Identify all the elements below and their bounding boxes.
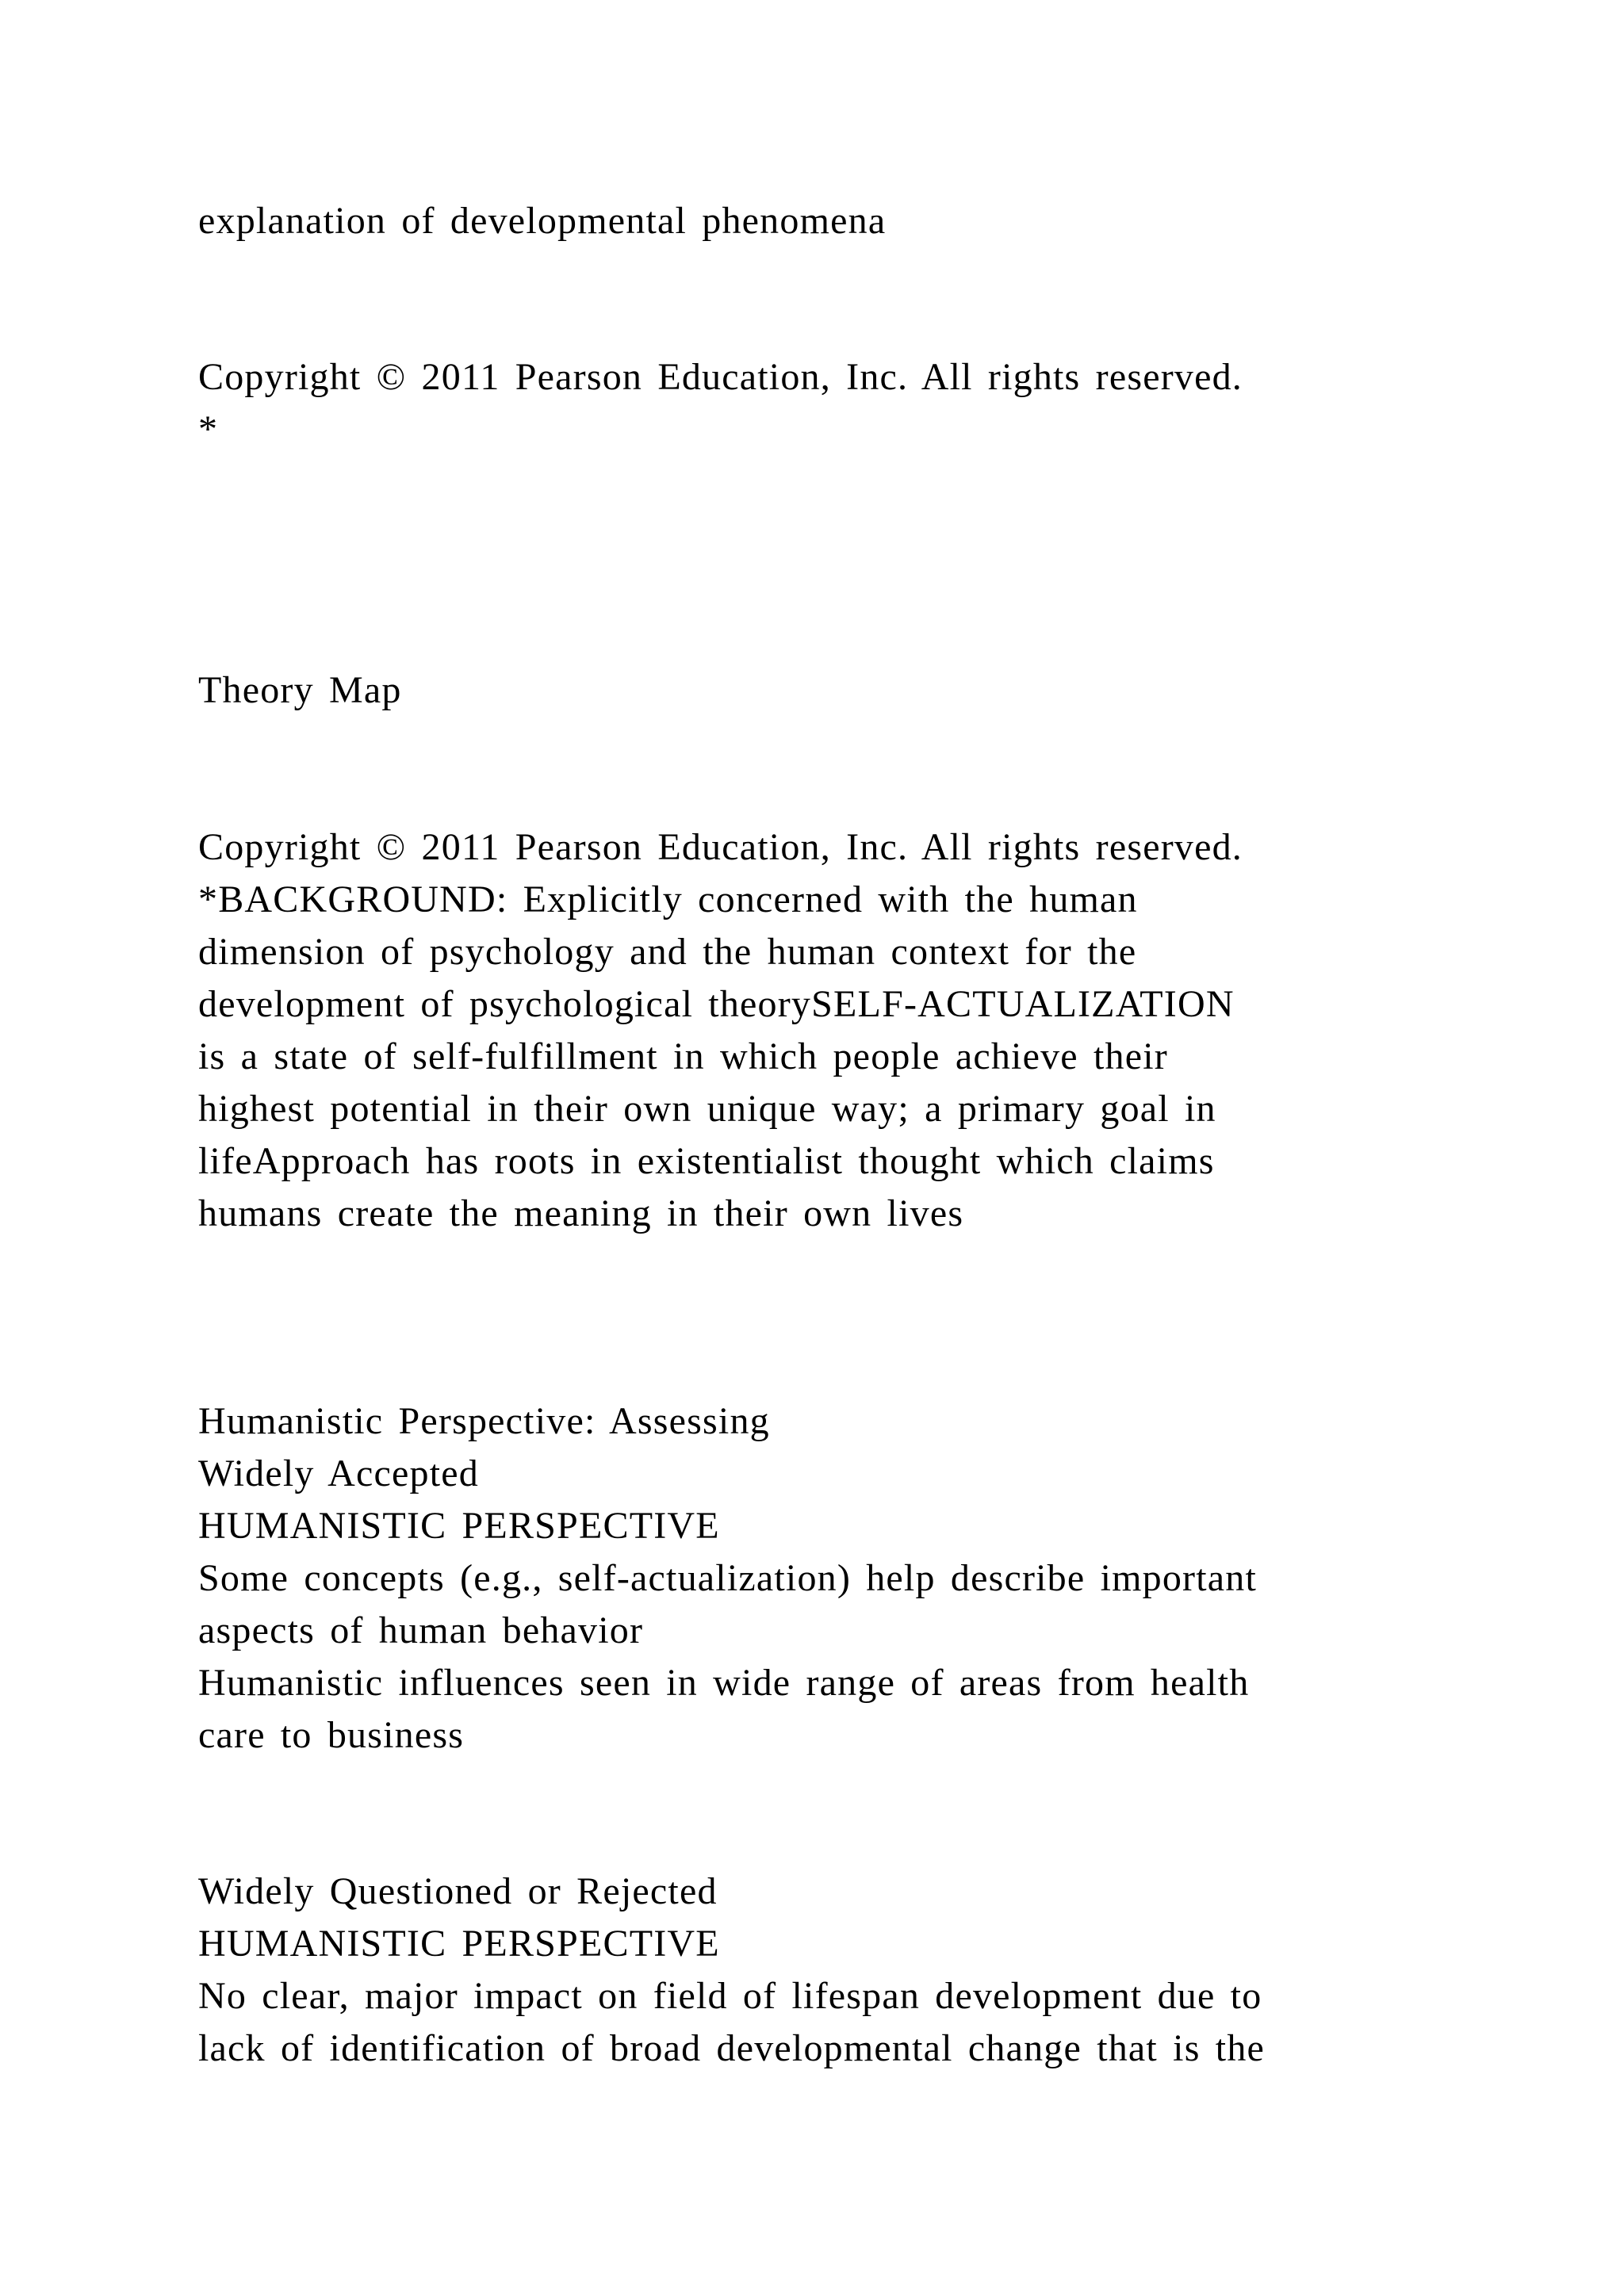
background-line: *BACKGROUND: Explicitly concerned with the human — [198, 878, 1138, 920]
section-heading-assessing: Humanistic Perspective: Assessing — [198, 1400, 770, 1442]
background-line: highest potential in their own unique way; a primary goal in — [198, 1088, 1216, 1130]
questioned-point-line: lack of identification of broad developmental change that is the — [198, 2027, 1266, 2069]
accepted-point-line: care to business — [198, 1714, 465, 1756]
subheading-widely-accepted: Widely Accepted — [198, 1452, 479, 1494]
perspective-label: HUMANISTIC PERSPECTIVE — [198, 1505, 720, 1547]
copyright-line: Copyright © 2011 Pearson Education, Inc. All rights reserved. — [198, 826, 1243, 868]
accepted-point-line: Humanistic influences seen in wide range of areas from health — [198, 1662, 1250, 1704]
background-line: is a state of self-fulfillment in which people achieve their — [198, 1035, 1168, 1077]
background-line: dimension of psychology and the human context for the — [198, 931, 1137, 973]
perspective-label: HUMANISTIC PERSPECTIVE — [198, 1923, 720, 1965]
accepted-point-line: aspects of human behavior — [198, 1609, 644, 1651]
copyright-line: Copyright © 2011 Pearson Education, Inc. All rights reserved. — [198, 356, 1243, 398]
background-line: development of psychological theorySELF-ACTUALIZATION — [198, 983, 1235, 1025]
subheading-widely-questioned: Widely Questioned or Rejected — [198, 1870, 718, 1912]
questioned-point-line: No clear, major impact on field of lifespan development due to — [198, 1975, 1262, 2017]
section-heading-theory-map: Theory Map — [198, 669, 402, 711]
text-line-topic-end: explanation of developmental phenomena — [198, 200, 887, 242]
asterisk-line: * — [198, 408, 219, 450]
background-line: lifeApproach has roots in existentialist thought which claims — [198, 1140, 1215, 1182]
accepted-point-line: Some concepts (e.g., self-actualization) help describe important — [198, 1557, 1258, 1599]
background-line: humans create the meaning in their own lives — [198, 1192, 964, 1234]
